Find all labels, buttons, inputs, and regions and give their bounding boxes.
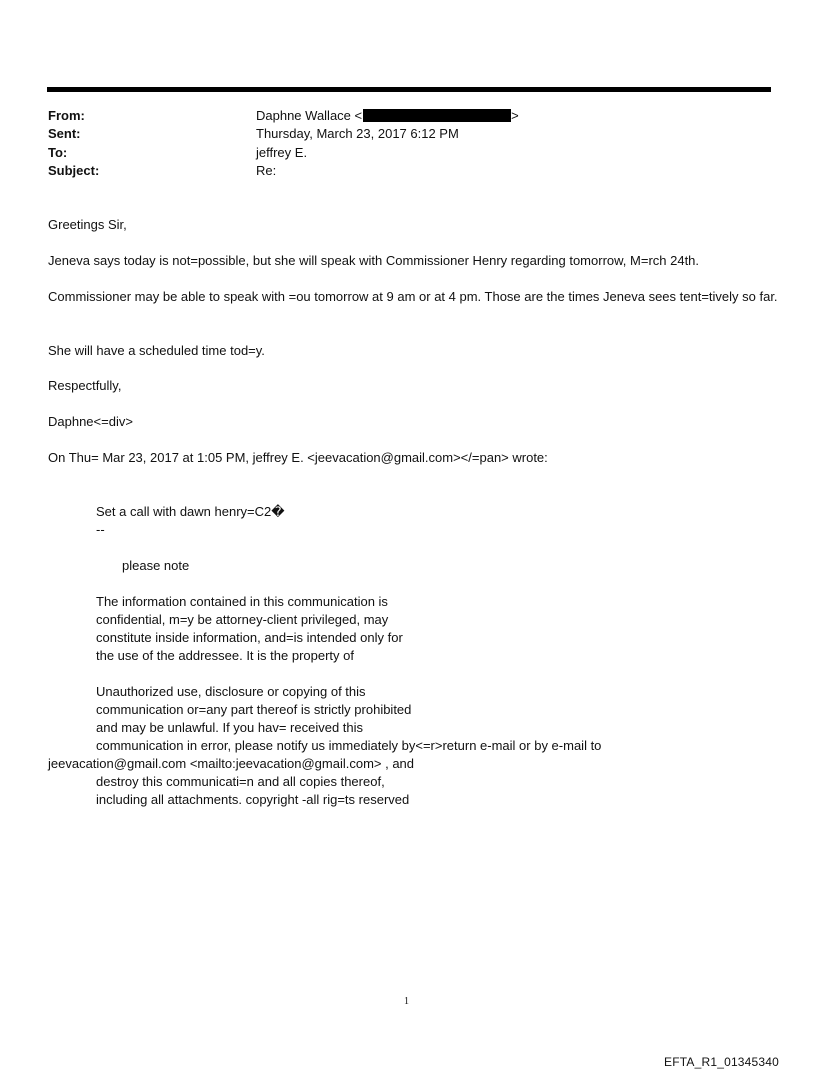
unauthorized-line: communication in error, please notify us immediately by<=r>return e-mail or by e-mail to	[96, 738, 602, 753]
greeting: Greetings Sir,	[48, 217, 127, 232]
notice-line: constitute inside information, and=is intended only for	[96, 630, 403, 645]
body-paragraph-2: Commissioner may be able to speak with =ou tomorrow at 9 am or at 4 pm. Those are the times Jeneva sees tent=tively so far.	[48, 289, 778, 304]
body-paragraph-1: Jeneva says today is not=possible, but she will speak with Commissioner Henry regarding tomorrow, M=rch 24th.	[48, 253, 700, 268]
page-number: 1	[404, 996, 409, 1007]
header-rule	[47, 87, 771, 92]
destroy-line: destroy this communicati=n and all copies thereof,	[96, 774, 385, 789]
from-value	[256, 107, 519, 125]
email-line: jeevacation@gmail.com <mailto:jeevacation@gmail.com> , and	[48, 756, 415, 771]
closing: Respectfully,	[48, 378, 122, 393]
sent-label: Sent:	[48, 126, 81, 141]
quote-intro: On Thu= Mar 23, 2017 at 1:05 PM, jeffrey E. <jeevacation@gmail.com></=pan> wrote:	[48, 450, 548, 465]
subject-label: Subject:	[48, 163, 100, 178]
copyright-line: including all attachments. copyright -all rig=ts reserved	[96, 792, 410, 807]
notice-line: The information contained in this communication is	[96, 594, 388, 609]
to-label: To:	[48, 145, 68, 160]
please-note: please note	[122, 558, 190, 573]
signature: Daphne<=div>	[48, 414, 133, 429]
notice-line: the use of the addressee. It is the property of	[96, 648, 354, 663]
body-paragraph-3: She will have a scheduled time tod=y.	[48, 343, 265, 358]
quoted-separator: --	[96, 522, 105, 537]
quoted-line: Set a call with dawn henry=C2�	[96, 504, 285, 519]
redaction-bar	[363, 109, 511, 122]
notice-line: confidential, m=y be attorney-client privileged, may	[96, 612, 389, 627]
unauthorized-line: communication or=any part thereof is strictly prohibited	[96, 702, 412, 717]
sent-value: Thursday, March 23, 2017 6:12 PM	[256, 126, 459, 141]
unauthorized-line: and may be unlawful. If you hav= received this	[96, 720, 364, 735]
unauthorized-line: Unauthorized use, disclosure or copying of this	[96, 684, 366, 699]
from-label: From:	[48, 108, 85, 123]
from-sender: Daphne Wallace <	[256, 108, 363, 123]
bates-number: EFTA_R1_01345340	[664, 1055, 780, 1069]
to-value: jeffrey E.	[256, 145, 308, 160]
from-sender-end: >	[511, 108, 519, 123]
subject-value: Re:	[256, 163, 277, 178]
